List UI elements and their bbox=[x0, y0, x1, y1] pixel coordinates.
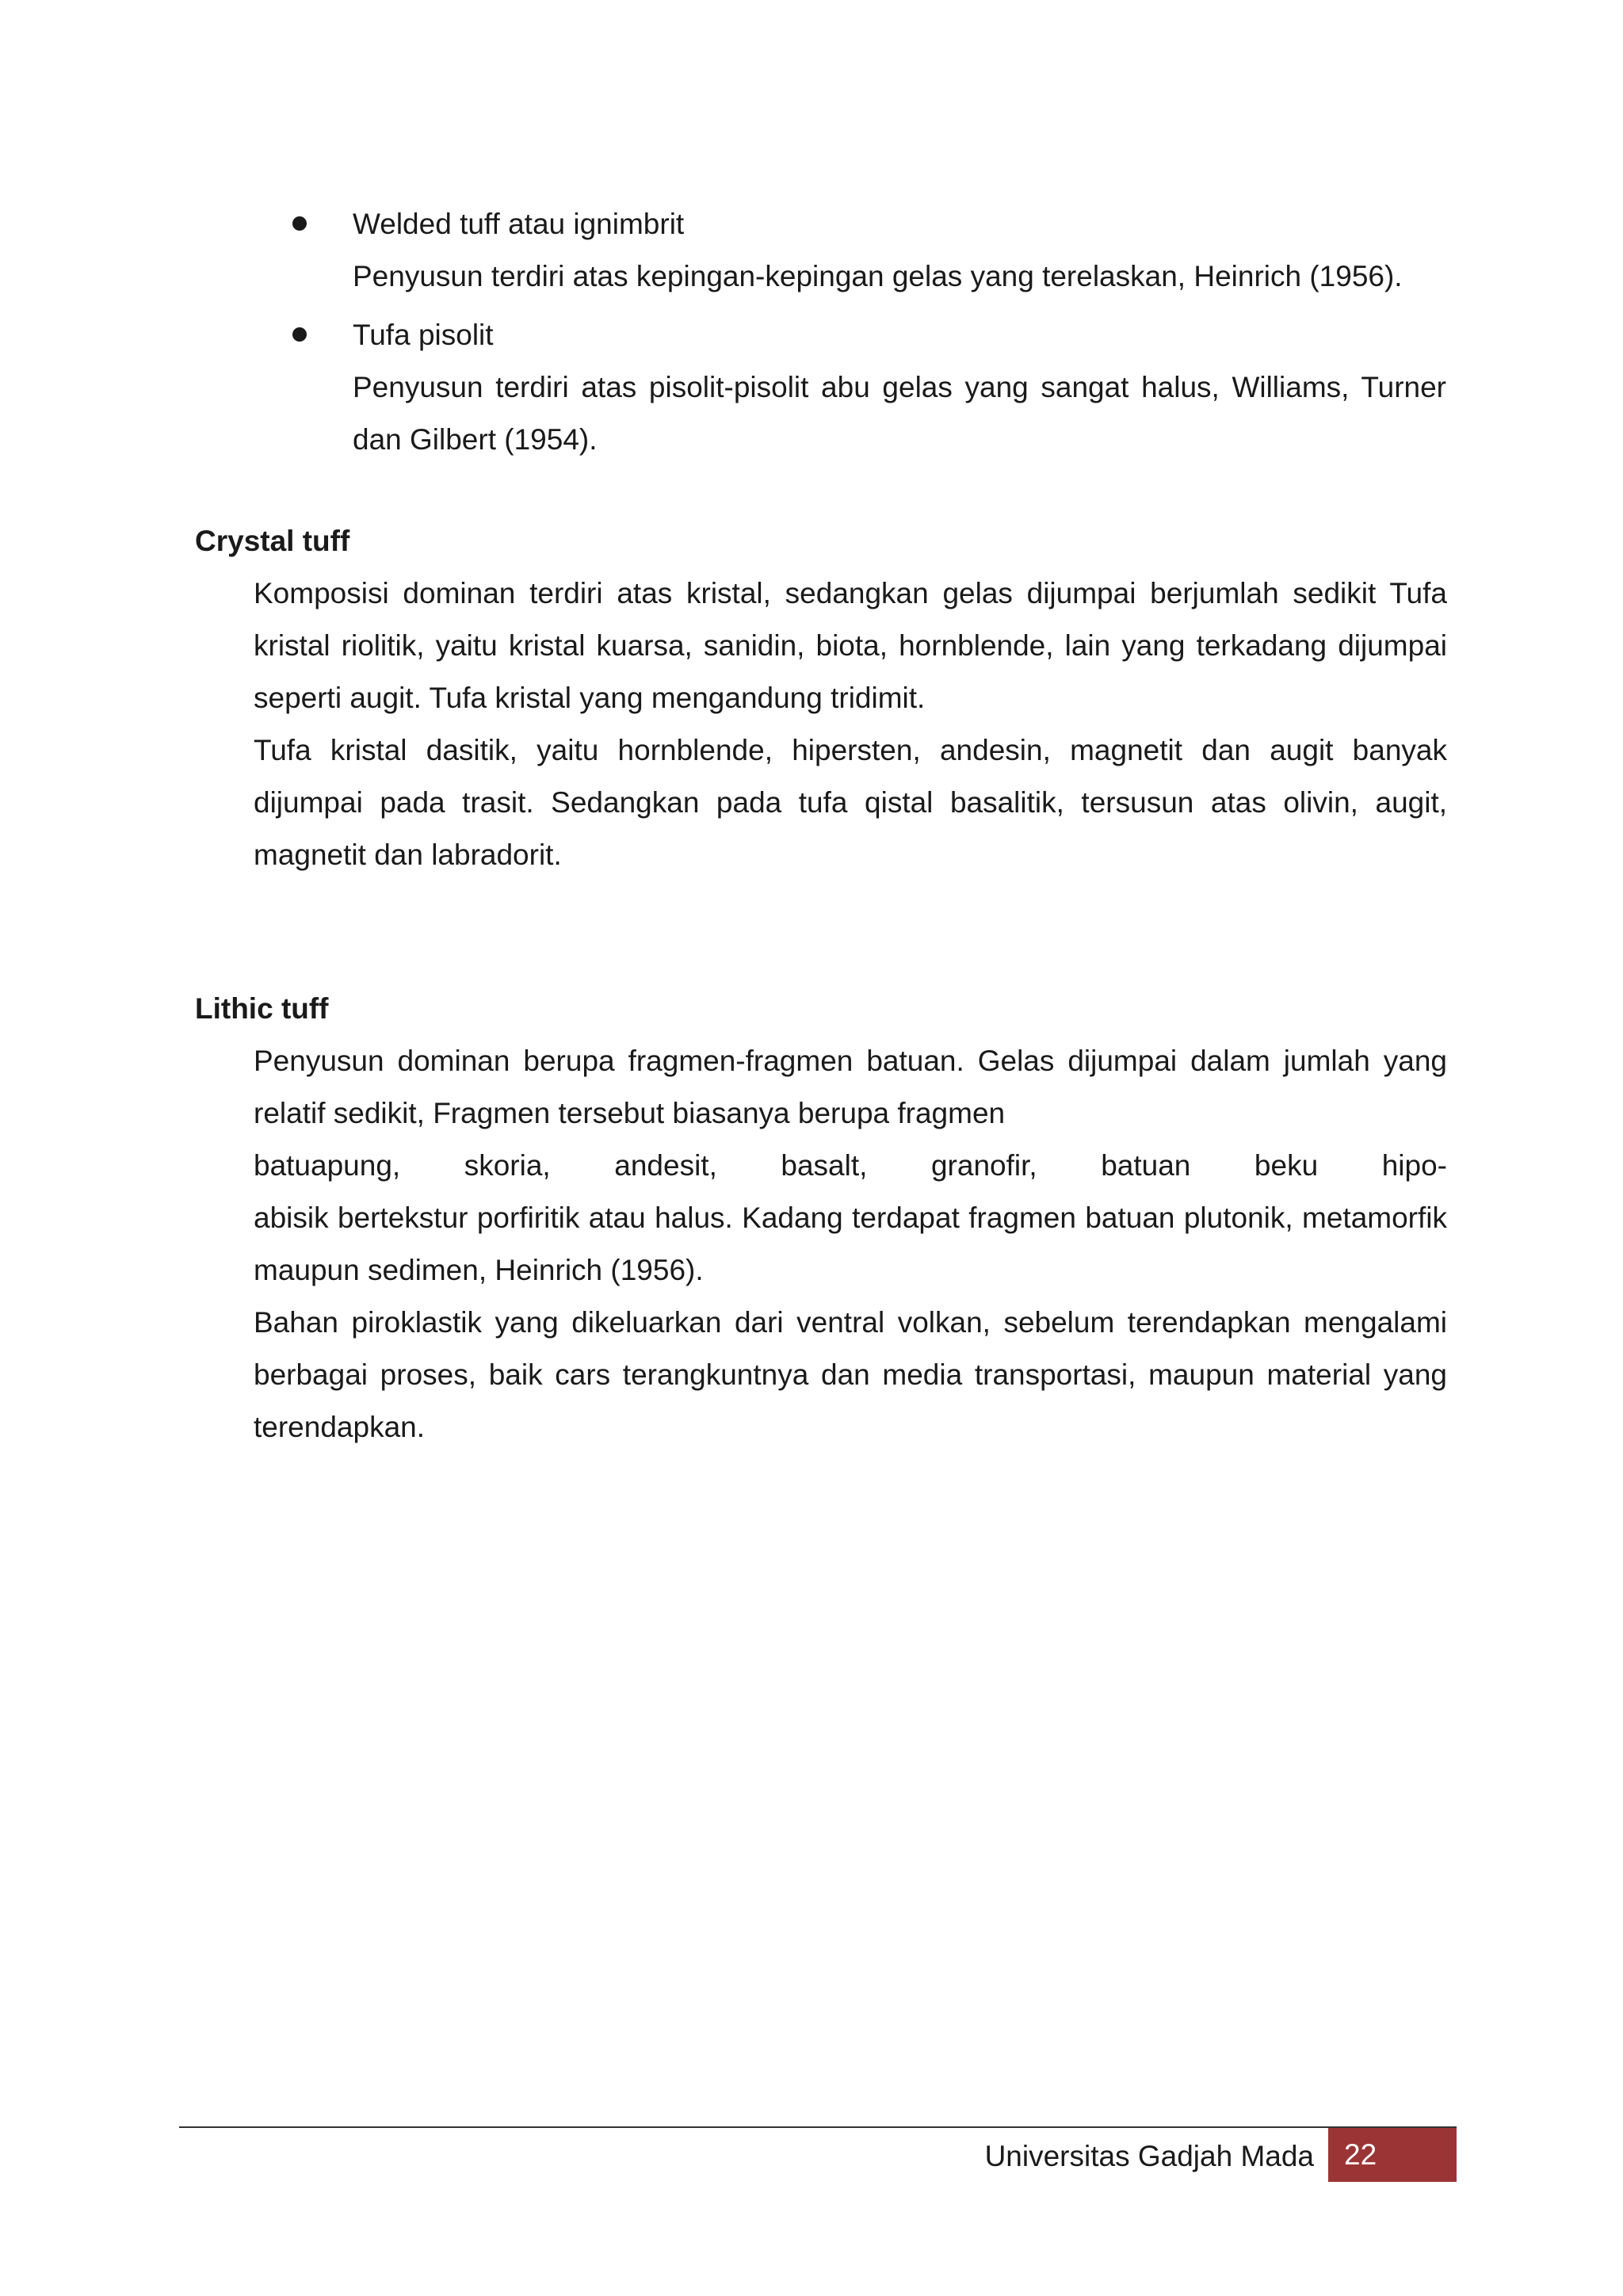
section-body bbox=[254, 567, 1447, 881]
paragraph: Komposisi dominan terdiri atas kristal, sedangkan gelas dijumpai berjumlah sedikit Tufa kristal riolitik, yaitu kristal kuarsa, sanidin, biota, hornblende, lain yang terkadang dijumpai seperti augit. Tufa kristal yang mengandung tridimit. bbox=[254, 577, 1447, 714]
section-body bbox=[254, 1035, 1447, 1454]
bullet-dot-icon bbox=[292, 327, 307, 342]
section-lithic-tuff bbox=[195, 983, 1447, 1454]
bullet-list bbox=[301, 198, 1446, 472]
paragraph: batuapung, skoria, andesit, basalt, granofir, batuan beku hipo- bbox=[254, 1149, 1447, 1182]
bullet-body: Penyusun terdiri atas pisolit-pisolit abu gelas yang sangat halus, Williams, Turner dan Gilbert (1954). bbox=[353, 371, 1446, 456]
paragraph: Penyusun dominan berupa fragmen-fragmen batuan. Gelas dijumpai dalam jumlah yang relatif sedikit, Fragmen tersebut biasanya berupa fragmen bbox=[254, 1045, 1447, 1129]
bullet-body: Penyusun terdiri atas kepingan-kepingan gelas yang terelaskan, Heinrich (1956). bbox=[353, 260, 1403, 292]
paragraph: Bahan piroklastik yang dikeluarkan dari ventral volkan, sebelum terendapkan mengalami berbagai proses, baik cars terangkuntnya dan media transportasi, maupun material yang terendapkan. bbox=[254, 1306, 1447, 1443]
page-number-badge: 22 bbox=[1328, 2128, 1457, 2182]
paragraph: Tufa kristal dasitik, yaitu hornblende, hipersten, andesin, magnetit dan augit banyak dijumpai pada trasit. Sedangkan pada tufa qistal basalitik, tersusun atas olivin, augit, magnetit dan labradorit. bbox=[254, 734, 1447, 871]
bullet-item bbox=[301, 309, 1446, 466]
section-heading: Crystal tuff bbox=[195, 525, 350, 557]
bullet-title: Welded tuff atau ignimbrit bbox=[353, 208, 685, 240]
paragraph: abisik bertekstur porfiritik atau halus. Kadang terdapat fragmen batuan plutonik, metamorfik maupun sedimen, Heinrich (1956). bbox=[254, 1201, 1447, 1286]
footer-institution: Universitas Gadjah Mada bbox=[984, 2140, 1314, 2172]
section-crystal-tuff bbox=[195, 515, 1447, 881]
bullet-dot-icon bbox=[292, 216, 307, 231]
footer-divider bbox=[179, 2126, 1457, 2128]
bullet-item bbox=[301, 198, 1446, 303]
section-heading: Lithic tuff bbox=[195, 992, 329, 1025]
bullet-title: Tufa pisolit bbox=[353, 319, 494, 351]
